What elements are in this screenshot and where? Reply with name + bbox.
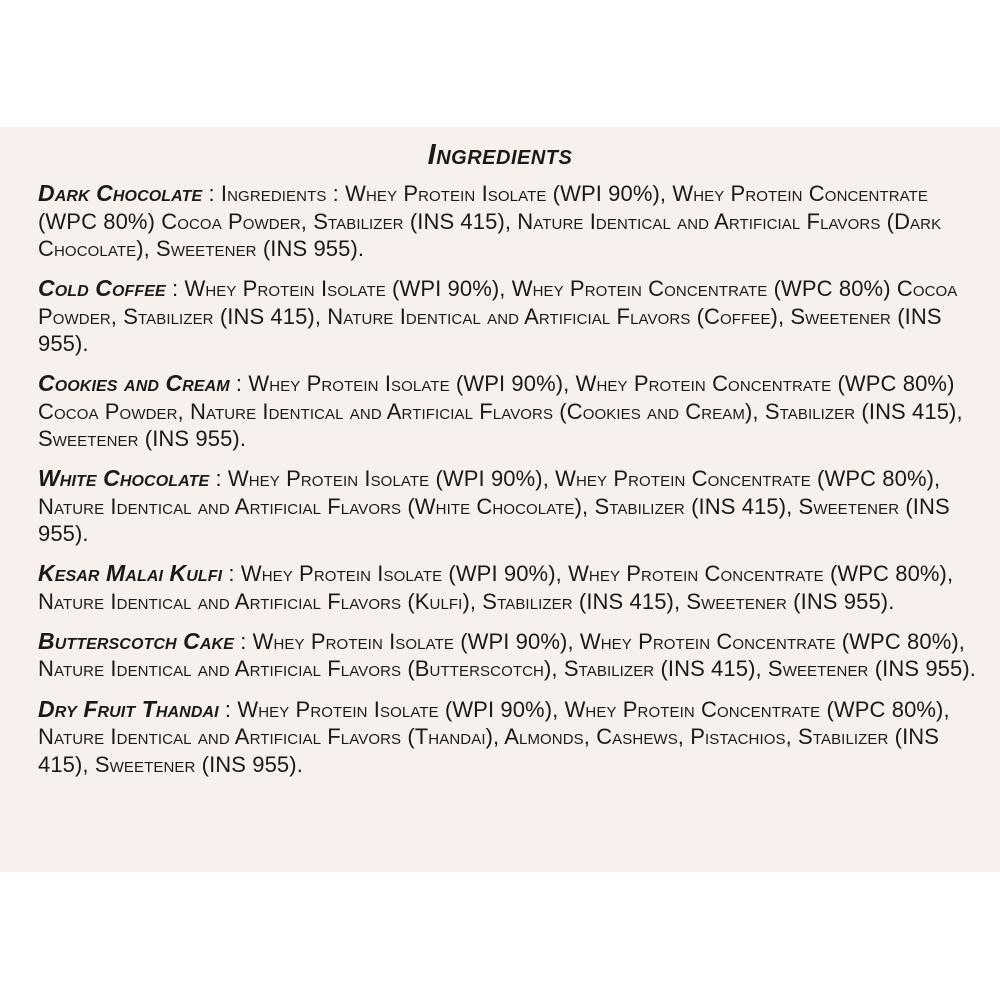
ingredient-entry-dry-fruit-thandai <box>38 696 983 779</box>
flavor-ingredients: : Whey Protein Isolate (WPI 90%), Whey Protein Concentrate (WPC 80%), Nature Identical and Artificial Flavors (White Chocolate), Stabilizer (INS 415), Sweetener (INS 955). <box>38 466 950 547</box>
flavor-name: White Chocolate <box>38 465 210 492</box>
flavor-name: Butterscotch Cake <box>38 627 234 654</box>
ingredient-entry-kesar-malai-kulfi <box>38 560 983 615</box>
ingredients-list <box>38 180 983 791</box>
ingredient-entry-white-chocolate <box>38 465 983 548</box>
flavor-ingredients: : Whey Protein Isolate (WPI 90%), Whey Protein Concentrate (WPC 80%) Cocoa Powder, Stabilizer (INS 415), Nature Identical and Artificial Flavors (Coffee), Sweetener (INS 955). <box>38 276 958 357</box>
flavor-name: Dry Fruit Thandai <box>38 695 219 722</box>
flavor-name: Cold Coffee <box>38 275 166 302</box>
flavor-ingredients: : Ingredients : Whey Protein Isolate (WPI 90%), Whey Protein Concentrate (WPC 80%) Cocoa Powder, Stabilizer (INS 415), Nature Identical and Artificial Flavors (Dark Chocolate), Sweetener (INS 955). <box>38 181 942 261</box>
ingredient-entry-cookies-and-cream <box>38 370 983 453</box>
flavor-name: Dark Chocolate <box>38 180 203 206</box>
ingredients-heading: Ingredients <box>427 139 573 171</box>
flavor-name: Kesar Malai Kulfi <box>38 560 223 587</box>
flavor-ingredients: : Whey Protein Isolate (WPI 90%), Whey Protein Concentrate (WPC 80%), Nature Identical and Artificial Flavors (Butterscotch), Stabilizer (INS 415), Sweetener (INS 955). <box>38 628 976 682</box>
flavor-name: Cookies and Cream <box>38 370 230 397</box>
ingredients-panel <box>0 127 1000 872</box>
flavor-ingredients: : Whey Protein Isolate (WPI 90%), Whey Protein Concentrate (WPC 80%), Nature Identical and Artificial Flavors (Kulfi), Stabilizer (INS 415), Sweetener (INS 955). <box>38 561 954 614</box>
ingredient-entry-butterscotch-cake <box>38 628 983 683</box>
flavor-ingredients: : Whey Protein Isolate (WPI 90%), Whey Protein Concentrate (WPC 80%), Nature Identical and Artificial Flavors (Thandai), Almonds, Cashews, Pistachios, Stabilizer (INS 415), Sweetener (INS 955). <box>38 696 950 777</box>
ingredient-entry-cold-coffee <box>38 275 983 358</box>
flavor-ingredients: : Whey Protein Isolate (WPI 90%), Whey Protein Concentrate (WPC 80%) Cocoa Powder, Nature Identical and Artificial Flavors (Cookies and Cream), Stabilizer (INS 415), Sweetener (INS 955). <box>38 371 963 452</box>
ingredient-entry-dark-chocolate <box>38 180 983 263</box>
